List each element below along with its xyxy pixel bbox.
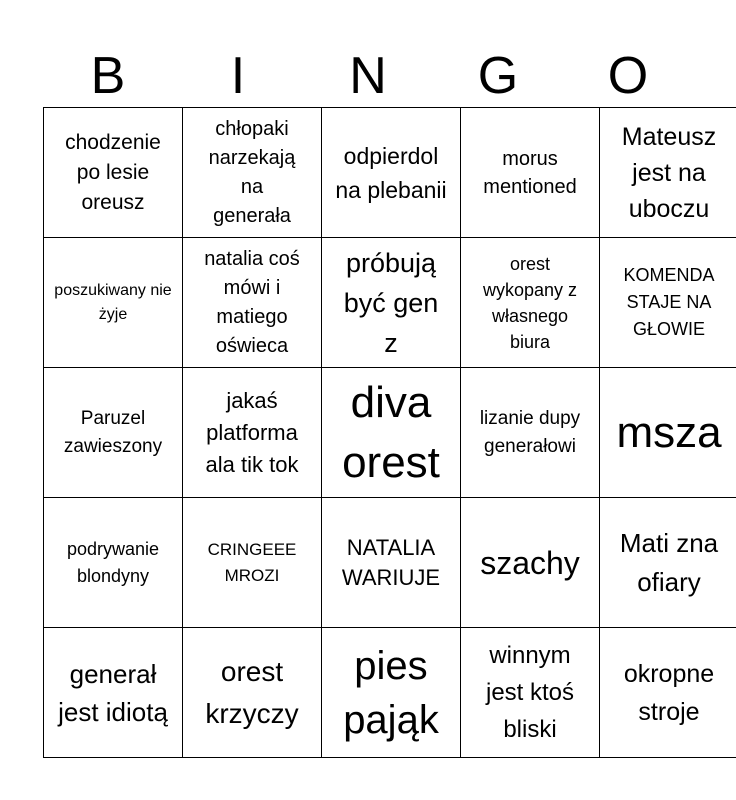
- bingo-cell[interactable]: diva orest: [322, 368, 461, 498]
- bingo-cell[interactable]: generał jest idiotą: [44, 628, 183, 758]
- bingo-cell[interactable]: lizanie dupy generałowi: [461, 368, 600, 498]
- bingo-board: [43, 107, 736, 758]
- bingo-cell[interactable]: jakaś platforma ala tik tok: [183, 368, 322, 498]
- bingo-cell[interactable]: chodzenie po lesie oreusz: [44, 108, 183, 238]
- bingo-cell[interactable]: podrywanie blondyny: [44, 498, 183, 628]
- bingo-cell[interactable]: pies pająk: [322, 628, 461, 758]
- bingo-cell[interactable]: poszukiwany nie żyje: [44, 238, 183, 368]
- bingo-cell[interactable]: NATALIA WARIUJE: [322, 498, 461, 628]
- board-row: [44, 368, 736, 498]
- bingo-cell[interactable]: orest krzyczy: [183, 628, 322, 758]
- bingo-cell[interactable]: CRINGEEE MROZI: [183, 498, 322, 628]
- header-letter-n: N: [349, 47, 387, 105]
- bingo-cell[interactable]: morus mentioned: [461, 108, 600, 238]
- header-letter-g: G: [477, 47, 519, 105]
- bingo-header: [43, 44, 693, 108]
- bingo-cell[interactable]: winnym jest ktoś bliski: [461, 628, 600, 758]
- bingo-cell[interactable]: orest wykopany z własnego biura: [461, 238, 600, 368]
- bingo-cell[interactable]: KOMENDA STAJE NA GŁOWIE: [600, 238, 736, 368]
- bingo-cell[interactable]: msza: [600, 368, 736, 498]
- header-letter-b: B: [90, 47, 126, 105]
- board-row: [44, 108, 736, 238]
- bingo-cell[interactable]: odpierdol na plebanii: [322, 108, 461, 238]
- bingo-cell[interactable]: chłopaki narzekają na generała: [183, 108, 322, 238]
- bingo-cell[interactable]: Mateusz jest na uboczu: [600, 108, 736, 238]
- board-row: [44, 238, 736, 368]
- bingo-cell[interactable]: szachy: [461, 498, 600, 628]
- bingo-cell[interactable]: próbują być gen z: [322, 238, 461, 368]
- header-letter-o: O: [607, 47, 649, 105]
- bingo-cell[interactable]: okropne stroje: [600, 628, 736, 758]
- bingo-cell[interactable]: Paruzel zawieszony: [44, 368, 183, 498]
- board-row: [44, 628, 736, 758]
- board-row: [44, 498, 736, 628]
- bingo-cell[interactable]: natalia coś mówi i matiego oświeca: [183, 238, 322, 368]
- bingo-cell[interactable]: Mati zna ofiary: [600, 498, 736, 628]
- header-letter-i: I: [230, 47, 246, 105]
